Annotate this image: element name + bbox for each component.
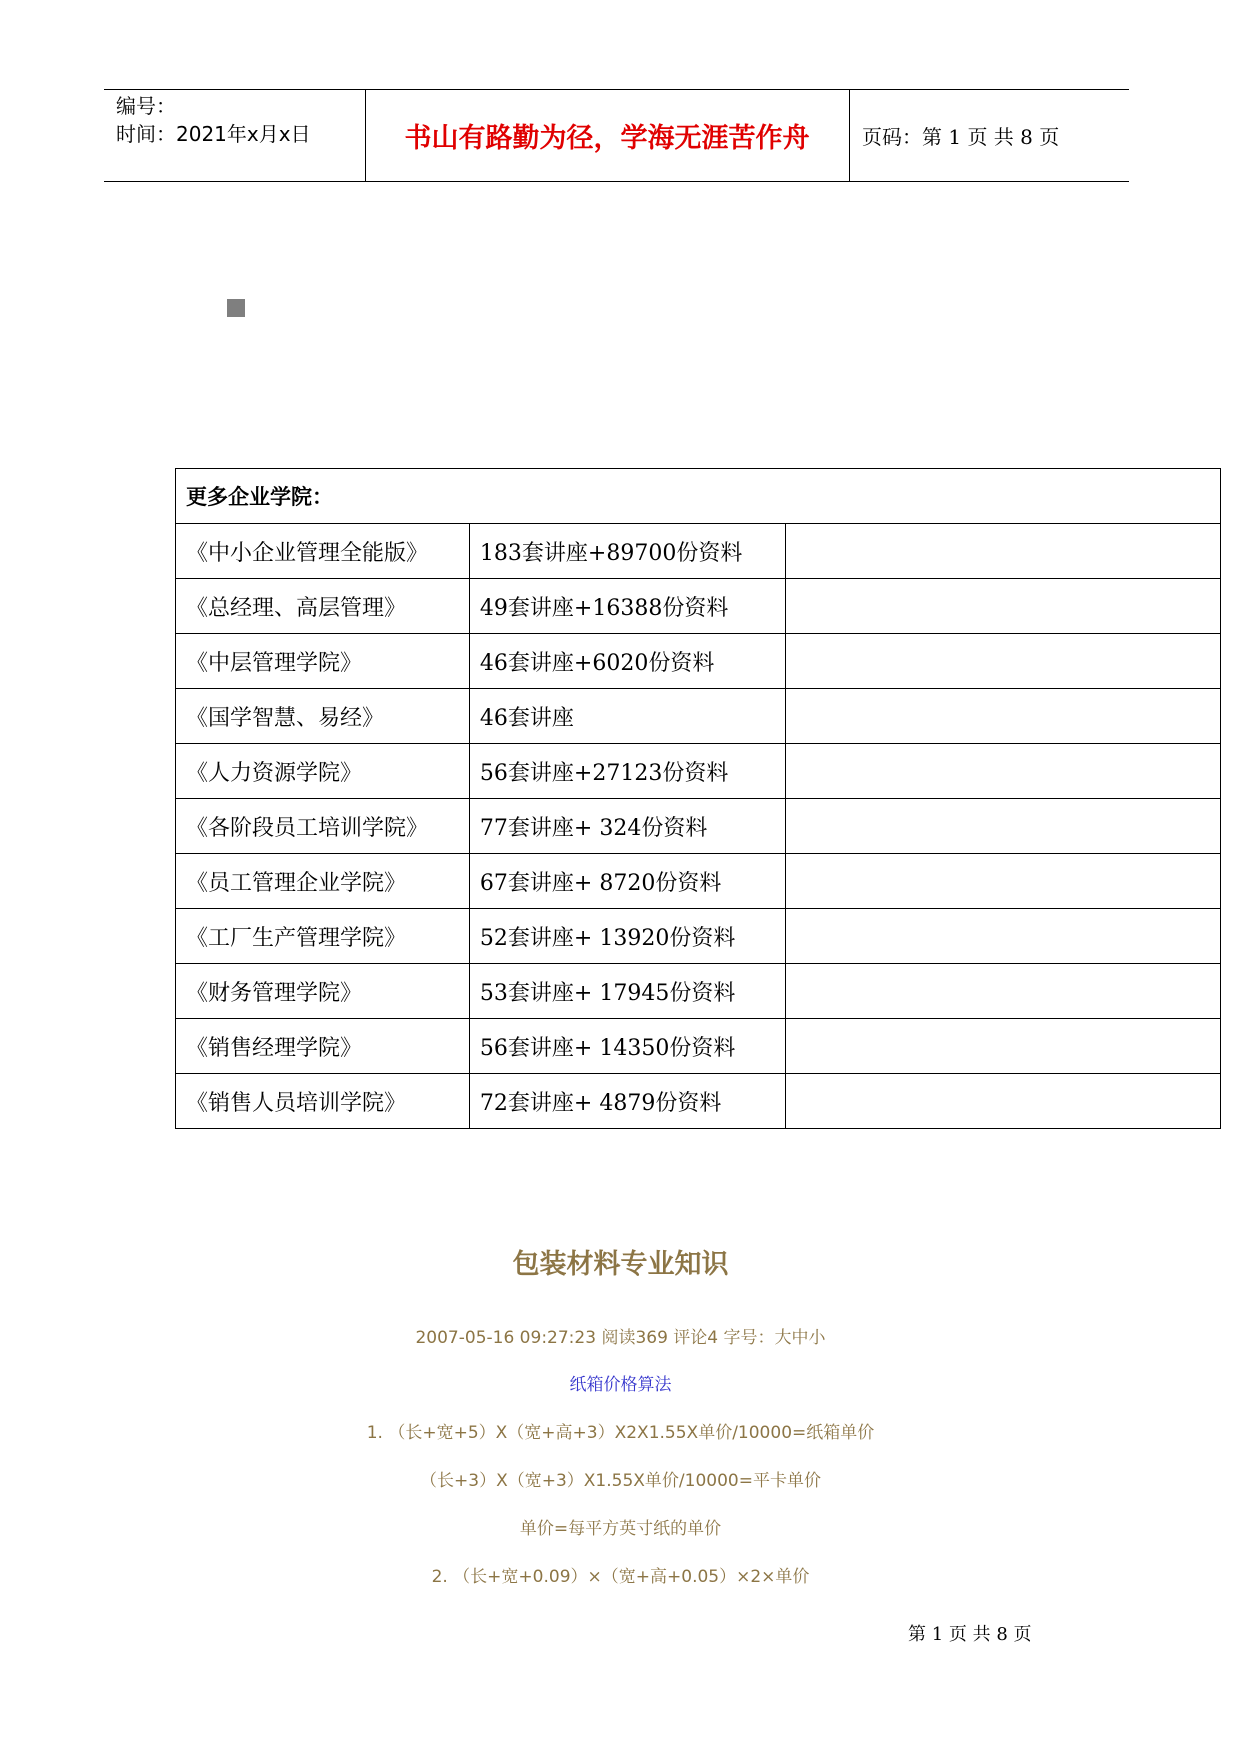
academy-extra-cell: [785, 854, 1220, 909]
academy-name-cell: 《总经理、高层管理》: [176, 579, 470, 634]
header-page-label: 页码：第 1 页 共 8 页: [862, 124, 1060, 149]
table-heading: 更多企业学院：: [176, 469, 1221, 524]
article-title: 包装材料专业知识: [512, 1249, 729, 1280]
academy-name-cell: 《人力资源学院》: [176, 744, 470, 799]
table-row: [176, 524, 1221, 579]
table-row: [176, 964, 1221, 1019]
header-left-info: [116, 92, 311, 148]
formula-line: 2. （长+宽+0.09）×（宽+高+0.05）×2×单价: [431, 1567, 810, 1587]
formula-line: 单价=每平方英寸纸的单价: [519, 1519, 722, 1539]
academy-name-cell: 《销售人员培训学院》: [176, 1074, 470, 1129]
academy-content-cell: 77套讲座+ 324份资料: [469, 799, 785, 854]
article-subtitle[interactable]: 纸箱价格算法: [569, 1375, 672, 1395]
header-number-label: 编号：: [116, 94, 176, 118]
formula-line: （长+3）X（宽+3）X1.55X单价/10000=平卡单价: [420, 1471, 821, 1491]
academy-content-cell: 72套讲座+ 4879份资料: [469, 1074, 785, 1129]
table-row: [176, 854, 1221, 909]
academy-extra-cell: [785, 1074, 1220, 1129]
header-time-label: 时间：2021年x月x日: [116, 122, 311, 146]
table-row: [176, 579, 1221, 634]
academy-name-cell: 《中层管理学院》: [176, 634, 470, 689]
table-row: [176, 689, 1221, 744]
header-divider-right: [849, 89, 850, 181]
table-row: [176, 799, 1221, 854]
academy-name-cell: 《员工管理企业学院》: [176, 854, 470, 909]
academy-extra-cell: [785, 799, 1220, 854]
formula-line: 1. （长+宽+5）X（宽+高+3）X2X1.55X单价/10000=纸箱单价: [366, 1423, 875, 1443]
academy-content-cell: 56套讲座+ 14350份资料: [469, 1019, 785, 1074]
table-row: [176, 1019, 1221, 1074]
academy-name-cell: 《中小企业管理全能版》: [176, 524, 470, 579]
academy-name-cell: 《财务管理学院》: [176, 964, 470, 1019]
academy-extra-cell: [785, 579, 1220, 634]
academy-name-cell: 《国学智慧、易经》: [176, 689, 470, 744]
academy-extra-cell: [785, 689, 1220, 744]
academy-name-cell: 《工厂生产管理学院》: [176, 909, 470, 964]
academy-content-cell: 53套讲座+ 17945份资料: [469, 964, 785, 1019]
academy-name-cell: 《销售经理学院》: [176, 1019, 470, 1074]
table-row: [176, 1074, 1221, 1129]
academy-content-cell: 46套讲座+6020份资料: [469, 634, 785, 689]
academy-name-cell: 《各阶段员工培训学院》: [176, 799, 470, 854]
academy-extra-cell: [785, 964, 1220, 1019]
academy-content-cell: 67套讲座+ 8720份资料: [469, 854, 785, 909]
page-footer: 第 1 页 共 8 页: [908, 1624, 1032, 1645]
academy-extra-cell: [785, 524, 1220, 579]
academy-content-cell: 49套讲座+16388份资料: [469, 579, 785, 634]
article-meta: 2007-05-16 09:27:23 阅读369 评论4 字号：大中小: [415, 1328, 826, 1348]
academy-table: [175, 468, 1221, 1129]
academy-content-cell: 56套讲座+27123份资料: [469, 744, 785, 799]
academy-content-cell: 46套讲座: [469, 689, 785, 744]
table-row: [176, 744, 1221, 799]
header-bottom-rule: [104, 181, 1129, 182]
academy-extra-cell: [785, 1019, 1220, 1074]
academy-extra-cell: [785, 909, 1220, 964]
academy-content-cell: 183套讲座+89700份资料: [469, 524, 785, 579]
square-bullet-icon: [227, 299, 245, 317]
table-heading-row: [176, 469, 1221, 524]
academy-content-cell: 52套讲座+ 13920份资料: [469, 909, 785, 964]
header-motto: 书山有路勤为径，学海无涯苦作舟: [404, 122, 810, 154]
table-row: [176, 634, 1221, 689]
academy-extra-cell: [785, 744, 1220, 799]
table-row: [176, 909, 1221, 964]
academy-extra-cell: [785, 634, 1220, 689]
